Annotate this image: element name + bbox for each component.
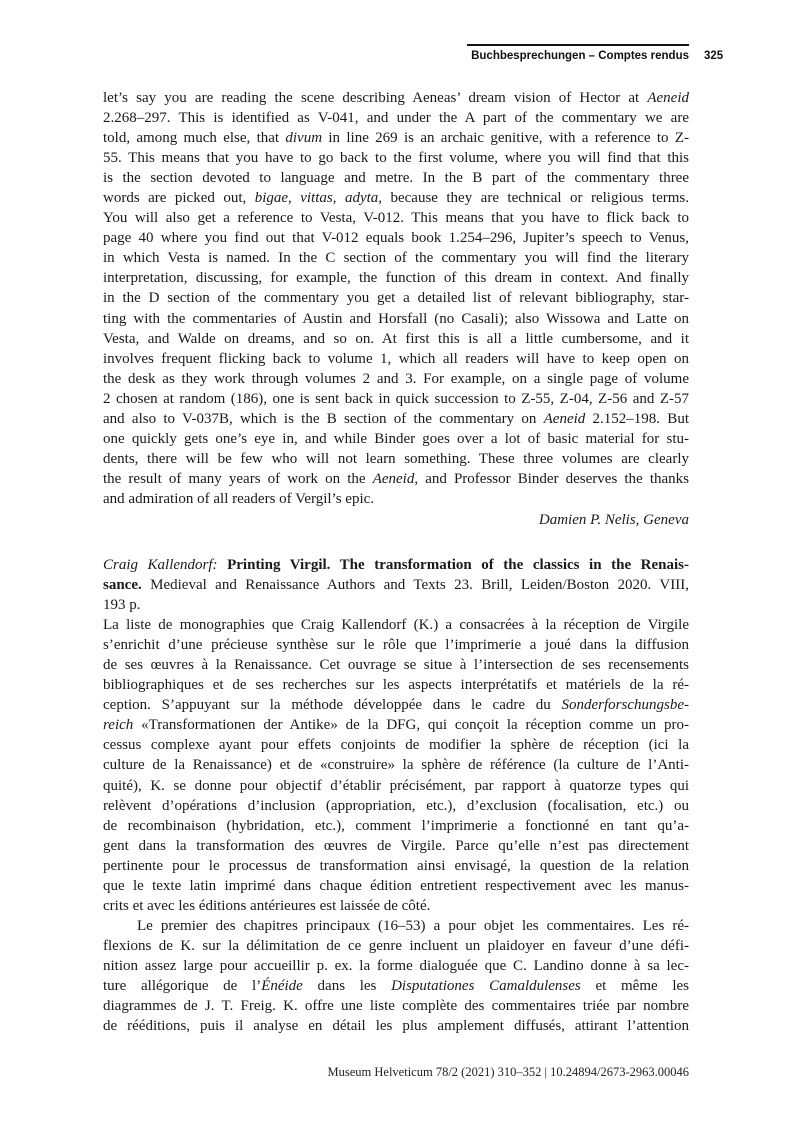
review-2-paragraph-2 [103, 916, 689, 1036]
text-line [103, 369, 689, 389]
text-segment: in which Vesta is named. In the C section of the commentary you will find the literary [103, 250, 689, 267]
text-line [103, 148, 689, 168]
italic-text: Énéide [261, 977, 303, 994]
page-number: 325 [704, 50, 724, 62]
review-2-paragraph-1 [103, 615, 689, 916]
text-line [103, 655, 689, 675]
text-segment: diagrammes de J. T. Freig. K. offre une liste complète des commentaires triée par nombre [103, 998, 689, 1015]
text-line [103, 88, 689, 108]
text-segment: cessus complexe ayant pour effets conjoints de modifier la sphère de réception (ici la [103, 737, 689, 754]
italic-text: Sonderforschungsbe- [561, 697, 689, 714]
text-line [103, 349, 689, 369]
text-line [103, 108, 689, 128]
text-segment: crits et avec les éditions antérieures est laissée de côté. [103, 897, 431, 914]
text-line [103, 168, 689, 188]
italic-text: reich [103, 717, 134, 734]
text-segment: de rééditions, puis il analyse en détail les plus amplement diffusés, attirant l’attention [103, 1018, 689, 1035]
text-line [103, 796, 689, 816]
text-line [103, 268, 689, 288]
text-segment: Le premier des chapitres principaux (16–53) a pour objet les commentaires. Les ré- [137, 917, 689, 934]
review-2-heading [103, 555, 689, 615]
text-line [103, 228, 689, 248]
text-line [103, 776, 689, 796]
text-segment: dents, there will be few who will not learn something. These three volumes are clearly [103, 450, 689, 467]
bold-text: Printing Virgil. The transformation of the classics in the Renais- [227, 557, 689, 573]
text-line [103, 288, 689, 308]
text-segment: La liste de monographies que Craig Kallendorf (K.) a consacrées à la réception de Virgile [103, 617, 689, 634]
text-segment: is the section devoted to language and metre. In the B part of the commentary three [103, 170, 689, 187]
text-segment: s’enrichit d’une précieuse synthèse sur le rôle que l’imprimerie a joué dans la diffusion [103, 637, 689, 654]
italic-text: adyta [344, 190, 379, 207]
text-line [103, 635, 689, 655]
text-segment: ception. S’appuyant sur la méthode développée dans le cadre du [103, 697, 562, 714]
text-line [103, 695, 689, 715]
italic-text: vittas [300, 190, 333, 207]
text-line [103, 715, 689, 735]
text-segment: , because they are technical or religious terms. [378, 190, 689, 207]
text-segment: words are picked out, [103, 190, 255, 207]
text-segment: involves frequent flicking back to volume 1, which all readers will have to keep open on [103, 350, 689, 367]
text-segment: one quickly gets one’s eye in, and while Binder goes over a lot of basic material for stu- [103, 430, 689, 447]
text-segment: pertinente pour le processus de transformation ainsi envisagé, la question de la relation [103, 857, 689, 874]
text-line [103, 555, 689, 575]
text-segment: interpretation, discussing, for example, the function of this dream in context. And finally [103, 270, 689, 287]
text-segment: in the D section of the commentary you get a detailed list of relevant bibliography, star- [103, 290, 689, 307]
text-segment: the result of many years of work on the [103, 470, 373, 487]
italic-text: divum [285, 130, 323, 147]
text-segment: ture allégorique de l’ [103, 977, 262, 994]
review-2 [103, 555, 689, 1036]
text-segment: Medieval and Renaissance Authors and Texts 23. Brill, Leiden/Boston 2020. VIII, [141, 577, 689, 594]
text-line [103, 595, 689, 615]
text-line [103, 876, 689, 896]
text-segment: and also to V-037B, which is the B section of the commentary on [103, 410, 544, 427]
italic-text: Aeneid [543, 410, 586, 427]
text-segment: 2 chosen at random (186), one is sent back in quick succession to Z-55, Z-04, Z-56 and Z-57 [103, 390, 689, 407]
text-line [103, 755, 689, 775]
italic-text: bigae [254, 190, 289, 207]
text-segment [218, 557, 228, 573]
italic-text: Aeneid [647, 90, 689, 106]
review-1 [103, 88, 689, 530]
italic-text: Craig Kallendorf: [103, 557, 218, 573]
text-segment: 55. This means that you have to go back to the first volume, where you will find that this [103, 150, 689, 167]
bold-text: sance. [103, 577, 142, 594]
text-segment: quité), K. se donne pour objectif d’établir précisément, par rapport à quatorze types qui [103, 777, 689, 794]
text-segment: gent dans la transformation des œuvres de Virgile. Parce qu’elle n’est pas directement [103, 837, 689, 854]
text-line [103, 409, 689, 429]
text-segment: relèvent d’opérations d’inclusion (appropriation, etc.), d’exclusion (focalisation, etc.) ou [103, 797, 689, 814]
text-segment: que le texte latin imprimé dans chaque édition entretient respectivement avec les manus- [103, 877, 689, 894]
text-segment: «Transformationen der Antike» de la DFG, qui conçoit la réception comme un pro- [133, 717, 689, 734]
text-segment: de ses œuvres à la Renaissance. Cet ouvrage se situe à l’intersection de ses recensements [103, 657, 689, 674]
text-line [103, 735, 689, 755]
journal-citation: Museum Helveticum 78/2 (2021) 310–352 | 10.24894/2673-2963.00046 [327, 1065, 689, 1079]
text-segment: culture de la Renaissance) et de «construire» la sphère de référence (la culture de l’Anti- [103, 757, 689, 774]
text-segment: , and Professor Binder deserves the thanks [414, 470, 689, 487]
text-line [103, 936, 689, 956]
text-line [103, 329, 689, 349]
text-line [103, 976, 689, 996]
text-line [103, 615, 689, 635]
text-line [103, 248, 689, 268]
text-line [103, 996, 689, 1016]
text-line [103, 575, 689, 595]
text-line [103, 449, 689, 469]
text-line [103, 429, 689, 449]
italic-text: Disputationes Camaldulenses [391, 977, 581, 994]
running-header: Buchbesprechungen – Comptes rendus [471, 50, 689, 62]
text-segment: page 40 where you find out that V-012 equals book 1.254–296, Jupiter’s speech to Venus, [103, 230, 689, 247]
text-segment: 193 p. [103, 597, 141, 614]
text-segment: dans les [302, 977, 392, 994]
text-segment: let’s say you are reading the scene describing Aeneas’ dream vision of Hector at [103, 90, 648, 106]
text-segment: ting with the commentaries of Austin and Horsfall (no Casali); also Wissowa and Latte on [103, 310, 689, 327]
header-rule [467, 44, 689, 46]
text-segment: Vesta, and Walde on dreams, and so on. At first this is all a little cumbersome, and it [103, 330, 689, 347]
text-segment: You will also get a reference to Vesta, V-012. This means that you have to flick back to [103, 210, 689, 227]
italic-text: Aeneid [372, 470, 415, 487]
text-line [103, 489, 689, 509]
text-segment: flexions de K. sur la délimitation de ce genre incluent un plaidoyer en faveur d’une défi- [103, 937, 689, 954]
text-segment: , [332, 190, 345, 207]
text-line [103, 1016, 689, 1036]
text-line [103, 956, 689, 976]
text-line [103, 916, 689, 936]
text-line [103, 128, 689, 148]
text-segment: nition assez large pour accueillir p. ex. la forme dialoguée que C. Landino donne à sa lec- [103, 957, 689, 974]
text-segment: , [288, 190, 301, 207]
text-segment: and admiration of all readers of Vergil’s epic. [103, 490, 375, 507]
text-segment: et même les [580, 977, 689, 994]
text-line [103, 856, 689, 876]
text-segment: the desk as they work through volumes 2 and 3. For example, on a single page of volume [103, 370, 689, 387]
text-line [103, 309, 689, 329]
text-line [103, 675, 689, 695]
text-segment: in line 269 is an archaic genitive, with a reference to Z- [322, 130, 689, 147]
review-1-body [103, 88, 689, 509]
reviewer-signature: Damien P. Nelis, Geneva [538, 511, 689, 528]
text-segment: bibliographiques et de ses recherches sur les aspects interprétatifs et matériels de la ré- [103, 677, 689, 694]
text-line [103, 469, 689, 489]
text-line [103, 836, 689, 856]
text-line [103, 188, 689, 208]
text-line [103, 208, 689, 228]
text-line [103, 896, 689, 916]
text-segment: de recombinaison (hybridation, etc.), comment l’imprimerie a fonctionné en tant qu’a- [103, 817, 689, 834]
text-line [103, 816, 689, 836]
text-segment: 2.152–198. But [585, 410, 689, 427]
text-line [103, 389, 689, 409]
text-segment: 2.268–297. This is identified as V-041, and under the A part of the commentary we are [103, 110, 689, 127]
text-segment: told, among much else, that [103, 130, 286, 147]
